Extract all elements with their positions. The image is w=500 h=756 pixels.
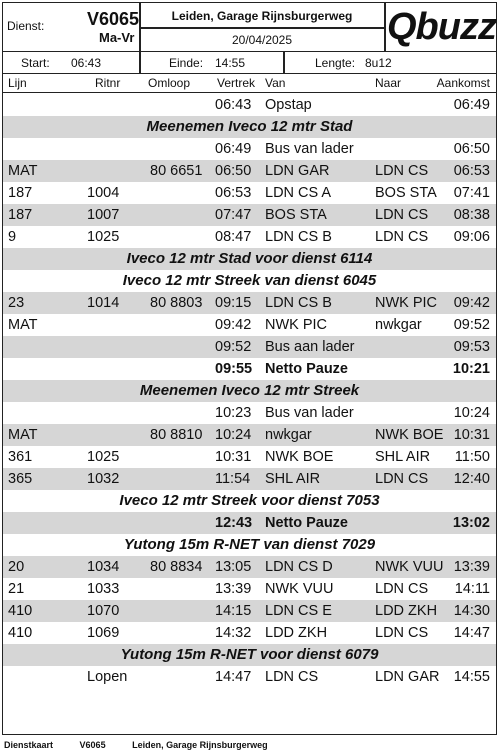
cell-vertrek: 08:47 bbox=[215, 229, 252, 245]
cell-lijn: 9 bbox=[8, 229, 17, 245]
table-row bbox=[3, 204, 496, 226]
cell-ritnr: 1007 bbox=[87, 207, 120, 223]
cell-van: Bus van lader bbox=[265, 405, 354, 421]
cell-vertrek: 10:23 bbox=[215, 405, 252, 421]
table-row bbox=[3, 424, 496, 446]
table-row bbox=[3, 94, 496, 116]
cell-vertrek: 09:42 bbox=[215, 317, 252, 333]
length-value: 8u12 bbox=[365, 56, 392, 70]
cell-aankomst: 08:38 bbox=[453, 207, 490, 223]
footer bbox=[4, 740, 292, 750]
cell-naar: LDN CS bbox=[375, 471, 429, 487]
date-label: 20/04/2025 bbox=[231, 33, 293, 47]
cell-aankomst: 14:11 bbox=[454, 581, 490, 597]
cell-ritnr: 1069 bbox=[87, 625, 120, 641]
schedule-table bbox=[3, 94, 496, 688]
cell-lijn: 187 bbox=[8, 185, 33, 201]
cell-naar: LDN CS bbox=[375, 229, 429, 245]
cell-aankomst: 09:52 bbox=[453, 317, 490, 333]
cell-vertrek: 06:50 bbox=[215, 163, 252, 179]
dienst-number: V6065 bbox=[87, 9, 140, 29]
section-heading-text: Iveco 12 mtr Streek van dienst 6045 bbox=[122, 272, 377, 289]
cell-van: LDN CS D bbox=[265, 559, 333, 575]
table-row bbox=[3, 314, 496, 336]
cell-ritnr: 1032 bbox=[87, 471, 120, 487]
cell-ritnr: Lopen bbox=[87, 669, 128, 685]
cell-naar: SHL AIR bbox=[375, 449, 431, 465]
cell-aankomst: 09:53 bbox=[453, 339, 490, 355]
header bbox=[3, 3, 496, 51]
cell-lijn: 410 bbox=[8, 625, 33, 641]
cell-lijn: 187 bbox=[8, 207, 33, 223]
table-row bbox=[3, 182, 496, 204]
cell-naar: NWK PIC bbox=[375, 295, 438, 311]
cell-vertrek: 13:05 bbox=[215, 559, 252, 575]
section-heading bbox=[3, 644, 496, 666]
cell-naar: LDD ZKH bbox=[375, 603, 438, 619]
cell-vertrek: 09:52 bbox=[215, 339, 252, 355]
cell-aankomst: 06:49 bbox=[453, 97, 490, 113]
cell-naar: NWK BOE bbox=[375, 427, 444, 443]
cell-aankomst: 13:02 bbox=[452, 515, 490, 531]
cell-ritnr: 1004 bbox=[87, 185, 120, 201]
cell-aankomst: 06:53 bbox=[453, 163, 490, 179]
cell-van: LDN CS E bbox=[265, 603, 332, 619]
cell-aankomst: 06:50 bbox=[453, 141, 490, 157]
cell-naar: LDN GAR bbox=[375, 669, 440, 685]
cell-van: LDD ZKH bbox=[265, 625, 328, 641]
cell-aankomst: 13:39 bbox=[453, 559, 490, 575]
cell-omloop: 80 8834 bbox=[150, 559, 203, 575]
cell-aankomst: 14:47 bbox=[453, 625, 490, 641]
cell-naar: BOS STA bbox=[375, 185, 437, 201]
cell-omloop: 80 6651 bbox=[150, 163, 203, 179]
cell-ritnr: 1014 bbox=[87, 295, 120, 311]
cell-vertrek: 14:32 bbox=[215, 625, 252, 641]
divider bbox=[139, 27, 385, 29]
col-lijn: Lijn bbox=[8, 76, 27, 90]
dienstkaart-card bbox=[2, 2, 497, 735]
cell-van: LDN GAR bbox=[265, 163, 330, 179]
cell-vertrek: 06:49 bbox=[215, 141, 252, 157]
cell-van: LDN CS A bbox=[265, 185, 332, 201]
cell-vertrek: 06:53 bbox=[215, 185, 252, 201]
table-row bbox=[3, 402, 496, 424]
qbuzz-logo: Qbuzz bbox=[387, 6, 496, 48]
cell-naar: LDN CS bbox=[375, 163, 429, 179]
col-van: Van bbox=[265, 76, 286, 90]
cell-vertrek: 12:43 bbox=[215, 515, 253, 531]
start-time: 06:43 bbox=[71, 56, 102, 70]
section-heading-text: Iveco 12 mtr Stad voor dienst 6114 bbox=[126, 250, 373, 267]
cell-van: LDN CS B bbox=[265, 295, 332, 311]
cell-van: nwkgar bbox=[265, 427, 312, 443]
cell-van: Bus van lader bbox=[265, 141, 354, 157]
times-bar bbox=[3, 51, 496, 73]
section-heading-text: Yutong 15m R-NET van dienst 7029 bbox=[123, 536, 376, 553]
footer-dienst: V6065 bbox=[79, 740, 106, 750]
section-heading bbox=[3, 248, 496, 270]
cell-aankomst: 10:24 bbox=[453, 405, 490, 421]
cell-van: SHL AIR bbox=[265, 471, 321, 487]
end-time: 14:55 bbox=[215, 56, 246, 70]
table-row bbox=[3, 138, 496, 160]
cell-lijn: 361 bbox=[8, 449, 33, 465]
cell-aankomst: 11:50 bbox=[454, 449, 490, 465]
cell-lijn: 21 bbox=[8, 581, 25, 597]
cell-van: NWK PIC bbox=[265, 317, 328, 333]
cell-ritnr: 1025 bbox=[87, 229, 120, 245]
cell-lijn: 23 bbox=[8, 295, 25, 311]
cell-van: LDN CS B bbox=[265, 229, 332, 245]
section-heading bbox=[3, 380, 496, 402]
pause-row bbox=[3, 512, 496, 534]
cell-aankomst: 14:55 bbox=[453, 669, 490, 685]
cell-van: Netto Pauze bbox=[265, 361, 348, 377]
table-row bbox=[3, 292, 496, 314]
cell-vertrek: 07:47 bbox=[215, 207, 252, 223]
cell-naar: LDN CS bbox=[375, 207, 429, 223]
cell-ritnr: 1033 bbox=[87, 581, 120, 597]
section-heading-text: Meenemen Iveco 12 mtr Streek bbox=[139, 382, 360, 399]
column-header bbox=[3, 73, 496, 93]
table-row bbox=[3, 578, 496, 600]
divider bbox=[283, 52, 285, 73]
cell-lijn: 20 bbox=[8, 559, 25, 575]
col-vertrek: Vertrek bbox=[217, 76, 256, 90]
dienst-label: Dienst: bbox=[7, 19, 45, 33]
cell-van: BOS STA bbox=[265, 207, 327, 223]
table-row bbox=[3, 336, 496, 358]
cell-van: Opstap bbox=[265, 97, 312, 113]
col-ritnr: Ritnr bbox=[95, 76, 121, 90]
table-row bbox=[3, 446, 496, 468]
cell-vertrek: 09:55 bbox=[215, 361, 253, 377]
col-omloop: Omloop bbox=[148, 76, 191, 90]
cell-naar: nwkgar bbox=[375, 317, 422, 333]
cell-naar: LDN CS bbox=[375, 581, 429, 597]
cell-naar: NWK VUU bbox=[375, 559, 444, 575]
section-heading bbox=[3, 116, 496, 138]
footer-location: Leiden, Garage Rijnsburgerweg bbox=[132, 740, 268, 750]
cell-van: LDN CS bbox=[265, 669, 319, 685]
cell-aankomst: 09:42 bbox=[453, 295, 490, 311]
cell-lijn: MAT bbox=[8, 427, 38, 443]
divider bbox=[139, 52, 141, 73]
cell-vertrek: 10:31 bbox=[215, 449, 252, 465]
cell-ritnr: 1034 bbox=[87, 559, 120, 575]
cell-vertrek: 14:15 bbox=[215, 603, 252, 619]
col-aankomst: Aankomst bbox=[436, 76, 490, 90]
cell-omloop: 80 8803 bbox=[150, 295, 203, 311]
cell-van: Bus aan lader bbox=[265, 339, 355, 355]
length-label: Lengte: bbox=[315, 56, 356, 70]
cell-vertrek: 11:54 bbox=[215, 471, 251, 487]
cell-vertrek: 09:15 bbox=[215, 295, 252, 311]
cell-lijn: MAT bbox=[8, 163, 38, 179]
cell-aankomst: 12:40 bbox=[453, 471, 490, 487]
section-heading-text: Meenemen Iveco 12 mtr Stad bbox=[146, 118, 353, 135]
table-row bbox=[3, 600, 496, 622]
section-heading bbox=[3, 534, 496, 556]
table-row bbox=[3, 556, 496, 578]
cell-aankomst: 14:30 bbox=[453, 603, 490, 619]
table-row bbox=[3, 468, 496, 490]
start-label: Start: bbox=[21, 56, 50, 70]
section-heading-text: Iveco 12 mtr Streek voor dienst 7053 bbox=[119, 492, 380, 509]
cell-vertrek: 10:24 bbox=[215, 427, 252, 443]
cell-aankomst: 09:06 bbox=[453, 229, 490, 245]
cell-omloop: 80 8810 bbox=[150, 427, 203, 443]
table-row bbox=[3, 226, 496, 248]
cell-vertrek: 14:47 bbox=[215, 669, 252, 685]
cell-lijn: 410 bbox=[8, 603, 33, 619]
cell-vertrek: 06:43 bbox=[215, 97, 252, 113]
cell-ritnr: 1070 bbox=[87, 603, 120, 619]
cell-ritnr: 1025 bbox=[87, 449, 120, 465]
cell-lijn: MAT bbox=[8, 317, 38, 333]
section-heading bbox=[3, 490, 496, 512]
cell-van: NWK VUU bbox=[265, 581, 334, 597]
table-row bbox=[3, 622, 496, 644]
cell-van: Netto Pauze bbox=[265, 515, 348, 531]
cell-van: NWK BOE bbox=[265, 449, 334, 465]
table-row bbox=[3, 160, 496, 182]
location-title: Leiden, Garage Rijnsburgerweg bbox=[171, 9, 353, 23]
footer-label: Dienstkaart bbox=[4, 740, 54, 750]
col-naar: Naar bbox=[375, 76, 402, 90]
end-label: Einde: bbox=[169, 56, 204, 70]
section-heading-text: Yutong 15m R-NET voor dienst 6079 bbox=[120, 646, 379, 663]
pause-row bbox=[3, 358, 496, 380]
cell-aankomst: 10:21 bbox=[452, 361, 490, 377]
cell-vertrek: 13:39 bbox=[215, 581, 252, 597]
table-row bbox=[3, 666, 496, 688]
section-heading bbox=[3, 270, 496, 292]
cell-aankomst: 10:31 bbox=[453, 427, 490, 443]
days-label: Ma-Vr bbox=[99, 30, 135, 45]
cell-lijn: 365 bbox=[8, 471, 33, 487]
cell-naar: LDN CS bbox=[375, 625, 429, 641]
cell-aankomst: 07:41 bbox=[453, 185, 490, 201]
